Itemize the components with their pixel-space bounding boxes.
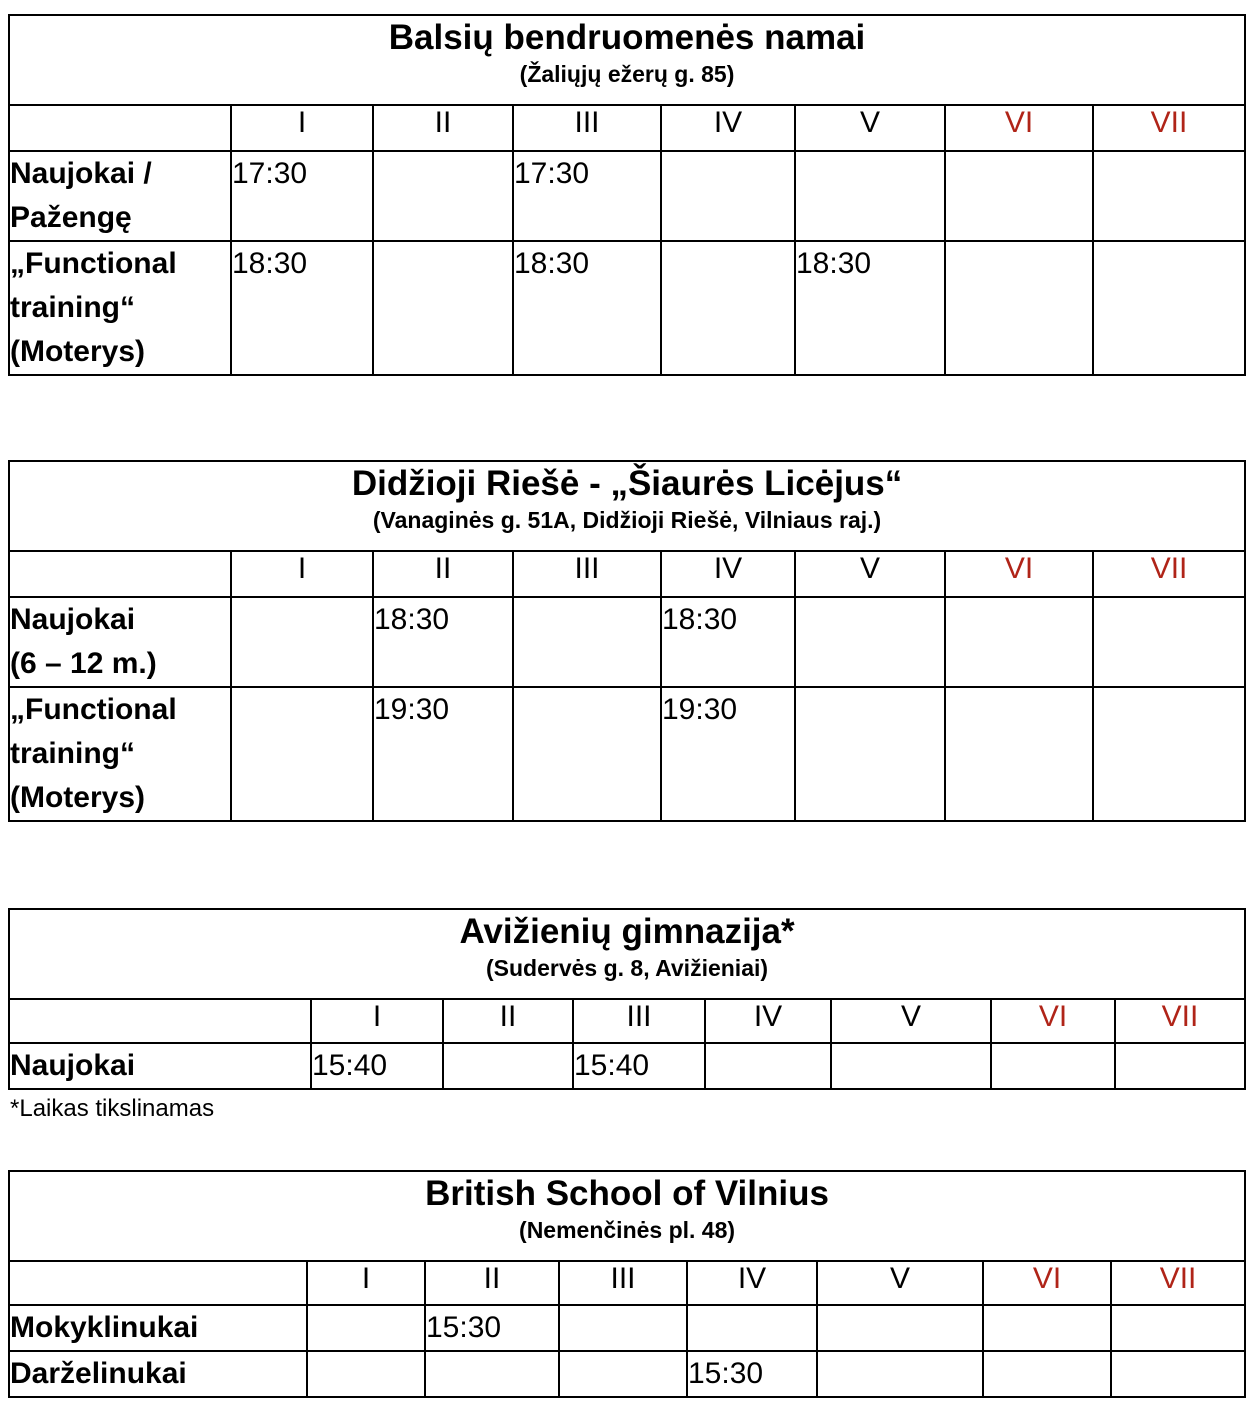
group-label: „Functional training“ (Moterys) [9,687,231,821]
table-address: (Vanaginės g. 51A, Didžioji Riešė, Vilniaus raj.) [372,507,882,533]
corner-cell [9,999,311,1043]
day-header: II [443,999,573,1043]
time-cell: 19:30 [373,687,513,821]
time-cell: 19:30 [661,687,795,821]
table-row [9,597,1245,687]
time-cell [945,687,1093,821]
time-cell [661,151,795,241]
day-header-weekend: VI [945,105,1093,151]
time-cell [983,1305,1111,1351]
day-header: IV [687,1261,817,1305]
time-cell [945,241,1093,375]
schedule-table-balsiai [8,14,1246,376]
time-cell: 15:30 [425,1305,559,1351]
table-address: (Žaliųjų ežerų g. 85) [519,61,735,87]
time-cell [443,1043,573,1089]
group-label: „Functional training“ (Moterys) [9,241,231,375]
table-header [9,1171,1245,1261]
day-header: V [795,105,945,151]
day-header-weekend: VII [1093,105,1245,151]
time-cell [831,1043,991,1089]
time-cell [513,597,661,687]
day-header: IV [661,551,795,597]
time-cell [307,1305,425,1351]
day-header-weekend: VII [1093,551,1245,597]
day-header-weekend: VI [945,551,1093,597]
day-header: V [831,999,991,1043]
time-cell [705,1043,831,1089]
time-cell: 15:40 [573,1043,705,1089]
time-cell [983,1351,1111,1397]
time-cell: 15:30 [687,1351,817,1397]
time-cell [817,1351,983,1397]
day-header: IV [661,105,795,151]
day-header: III [559,1261,687,1305]
day-header: I [307,1261,425,1305]
corner-cell [9,105,231,151]
time-cell [373,241,513,375]
day-header: III [513,105,661,151]
table-row [9,1351,1245,1397]
corner-cell [9,551,231,597]
day-header: I [231,551,373,597]
table-address: (Nemenčinės pl. 48) [519,1217,736,1243]
time-cell: 18:30 [231,241,373,375]
time-cell [795,151,945,241]
time-cell [1093,151,1245,241]
group-label: Naujokai (6 – 12 m.) [9,597,231,687]
day-header: I [231,105,373,151]
day-header: III [513,551,661,597]
day-header: III [573,999,705,1043]
footnote: *Laikas tikslinamas [10,1095,215,1122]
time-cell: 18:30 [661,597,795,687]
time-cell [661,241,795,375]
schedule-table-didzioji-riese [8,460,1246,822]
time-cell [945,151,1093,241]
time-cell [687,1305,817,1351]
time-cell [513,687,661,821]
table-title: Balsių bendruomenės namai [388,18,866,57]
time-cell [795,687,945,821]
time-cell [945,597,1093,687]
time-cell [231,687,373,821]
table-row [9,1043,1245,1089]
group-label: Naujokai [9,1043,311,1089]
day-header: V [817,1261,983,1305]
corner-cell [9,1261,307,1305]
table-row [9,687,1245,821]
time-cell [425,1351,559,1397]
schedule-table-avizieniai [8,908,1246,1090]
time-cell [1093,597,1245,687]
time-cell [795,597,945,687]
time-cell [1111,1351,1245,1397]
group-label: Mokyklinukai [9,1305,307,1351]
time-cell [1093,241,1245,375]
day-header: II [425,1261,559,1305]
table-row [9,151,1245,241]
time-cell: 17:30 [231,151,373,241]
time-cell: 17:30 [513,151,661,241]
day-header-weekend: VII [1111,1261,1245,1305]
time-cell [1093,687,1245,821]
time-cell [991,1043,1115,1089]
group-label: Darželinukai [9,1351,307,1397]
time-cell: 18:30 [513,241,661,375]
day-header: V [795,551,945,597]
time-cell [559,1351,687,1397]
time-cell [307,1351,425,1397]
table-address: (Sudervės g. 8, Avižieniai) [485,955,769,981]
day-header: II [373,551,513,597]
table-title: Didžioji Riešė - „Šiaurės Licėjus“ [351,464,903,503]
time-cell [1115,1043,1245,1089]
table-title: British School of Vilnius [425,1174,829,1213]
table-row [9,241,1245,375]
time-cell [373,151,513,241]
table-header [9,15,1245,105]
day-header-weekend: VI [983,1261,1111,1305]
time-cell [231,597,373,687]
time-cell: 18:30 [795,241,945,375]
time-cell [559,1305,687,1351]
table-title: Avižienių gimnazija* [459,912,795,951]
day-header-weekend: VI [991,999,1115,1043]
day-header: II [373,105,513,151]
schedule-table-british-school [8,1170,1246,1398]
day-header: IV [705,999,831,1043]
day-header-weekend: VII [1115,999,1245,1043]
time-cell: 15:40 [311,1043,443,1089]
time-cell [817,1305,983,1351]
group-label: Naujokai / Pažengę [9,151,231,241]
time-cell [1111,1305,1245,1351]
table-row [9,1305,1245,1351]
table-header [9,909,1245,999]
time-cell: 18:30 [373,597,513,687]
day-header: I [311,999,443,1043]
table-header [9,461,1245,551]
